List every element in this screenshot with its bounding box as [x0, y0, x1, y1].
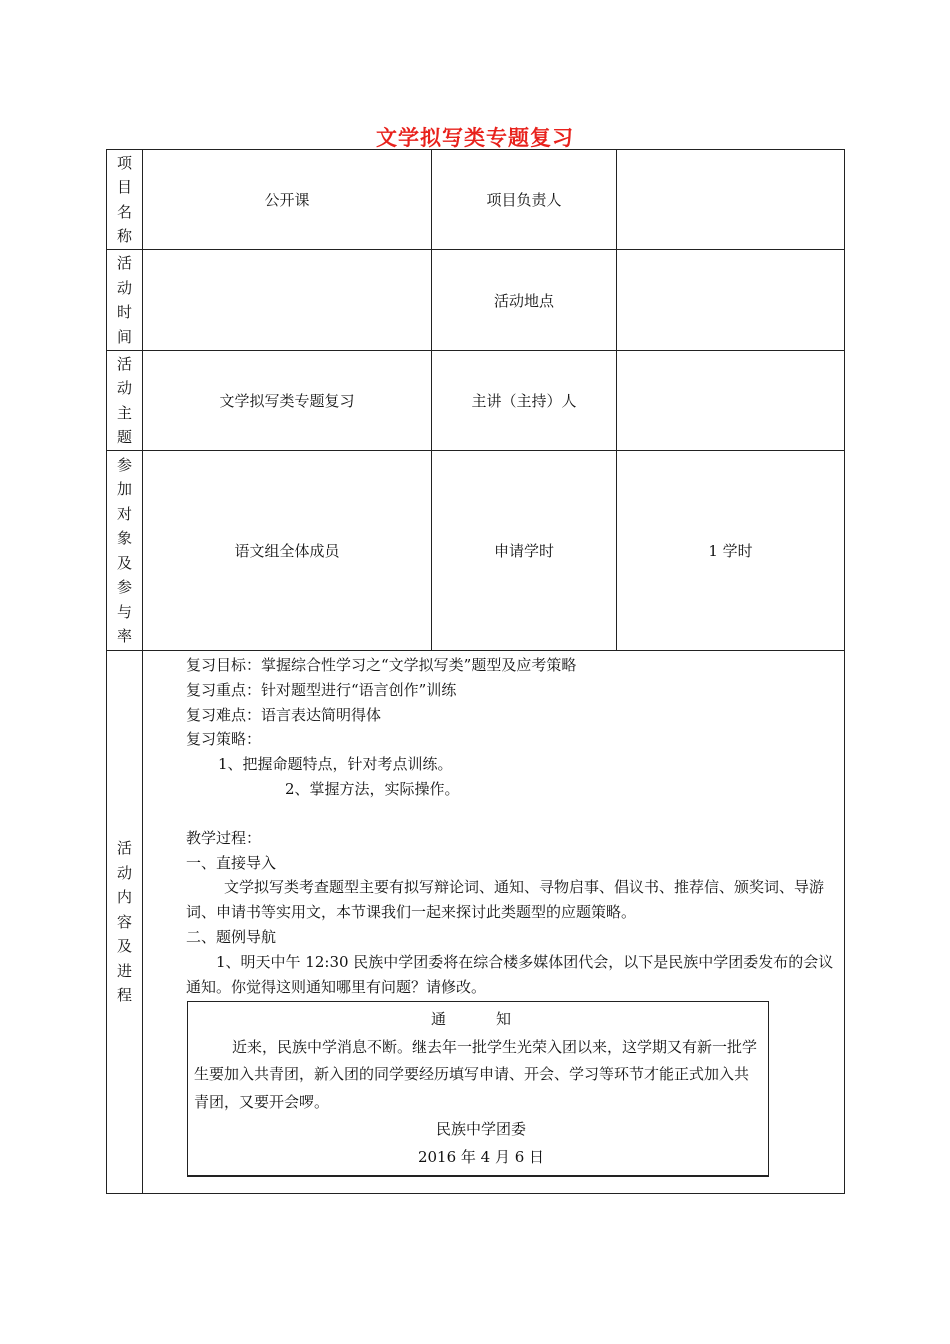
value-speaker: [617, 351, 845, 451]
label-speaker: 主讲（主持）人: [432, 351, 617, 451]
section-1-heading: 一、直接导入: [186, 853, 277, 872]
value-participants: 语文组全体成员: [143, 451, 432, 651]
value-activity-place: [617, 250, 845, 351]
notice-box: [187, 1001, 769, 1177]
activity-table: [106, 149, 845, 1194]
review-goal: 复习目标：掌握综合性学习之“文学拟写类”题型及应考策略: [186, 656, 577, 674]
strategy-item-1: 1、把握命题特点，针对考点训练。: [218, 755, 453, 774]
section-2-heading: 二、题例导航: [186, 927, 277, 946]
strategy-item-2: 2、掌握方法，实际操作。: [285, 779, 460, 798]
table-row: [107, 250, 845, 351]
question-1: 1、明天中午 12:30 民族中学团委将在综合楼多媒体团代会，以下是民族中学团委发布的会议通知。你觉得这则通知哪里有问题？请修改。: [186, 952, 834, 996]
activity-content: [143, 651, 845, 1194]
table-row: [107, 651, 845, 1194]
section-1-text: 文学拟写类考查题型主要有拟写辩论词、通知、寻物启事、倡议书、推荐信、颁奖词、导游词、申请书等实用文，本节课我们一起来探讨此类题型的应题策略。: [186, 878, 825, 922]
page-title: 文学拟写类专题复习: [376, 126, 574, 150]
notice-signer: 民族中学团委: [435, 1120, 526, 1139]
table-row: [107, 451, 845, 651]
label-activity-theme: 活 动 主 题: [107, 351, 143, 451]
notice-title: 通知: [430, 1010, 561, 1029]
teaching-process-heading: 教学过程：: [186, 828, 262, 847]
value-activity-theme: 文学拟写类专题复习: [143, 351, 432, 451]
notice-body: 近来，民族中学消息不断。继去年一批学生光荣入团以来，这学期又有新一批学生要加入共青团，新入团的同学要经历填写申请、开会、学习等环节才能正式加入共青团，又要开会啰。: [194, 1037, 758, 1111]
label-participants: 参 加 对 象 及 参 与 率: [107, 451, 143, 651]
label-activity-time: 活 动 时 间: [107, 250, 143, 351]
table-row: [107, 351, 845, 451]
value-credit-hours: 1 学时: [617, 451, 845, 651]
label-activity-place: 活动地点: [432, 250, 617, 351]
value-activity-time: [143, 250, 432, 351]
value-project-lead: [617, 150, 845, 250]
label-activity-content: 活 动 内 容 及 进 程: [107, 651, 143, 1194]
table-row: [107, 150, 845, 250]
label-project-lead: 项目负责人: [432, 150, 617, 250]
label-project-name: 项 目 名 称: [107, 150, 143, 250]
label-credit-hours: 申请学时: [432, 451, 617, 651]
review-strategy: 复习策略：: [186, 730, 262, 749]
notice-date: 2016 年 4 月 6 日: [417, 1147, 545, 1166]
review-focus: 复习重点：针对题型进行“语言创作”训练: [186, 680, 457, 699]
review-difficulty: 复习难点：语言表达简明得体: [186, 705, 382, 724]
value-project-name: 公开课: [143, 150, 432, 250]
